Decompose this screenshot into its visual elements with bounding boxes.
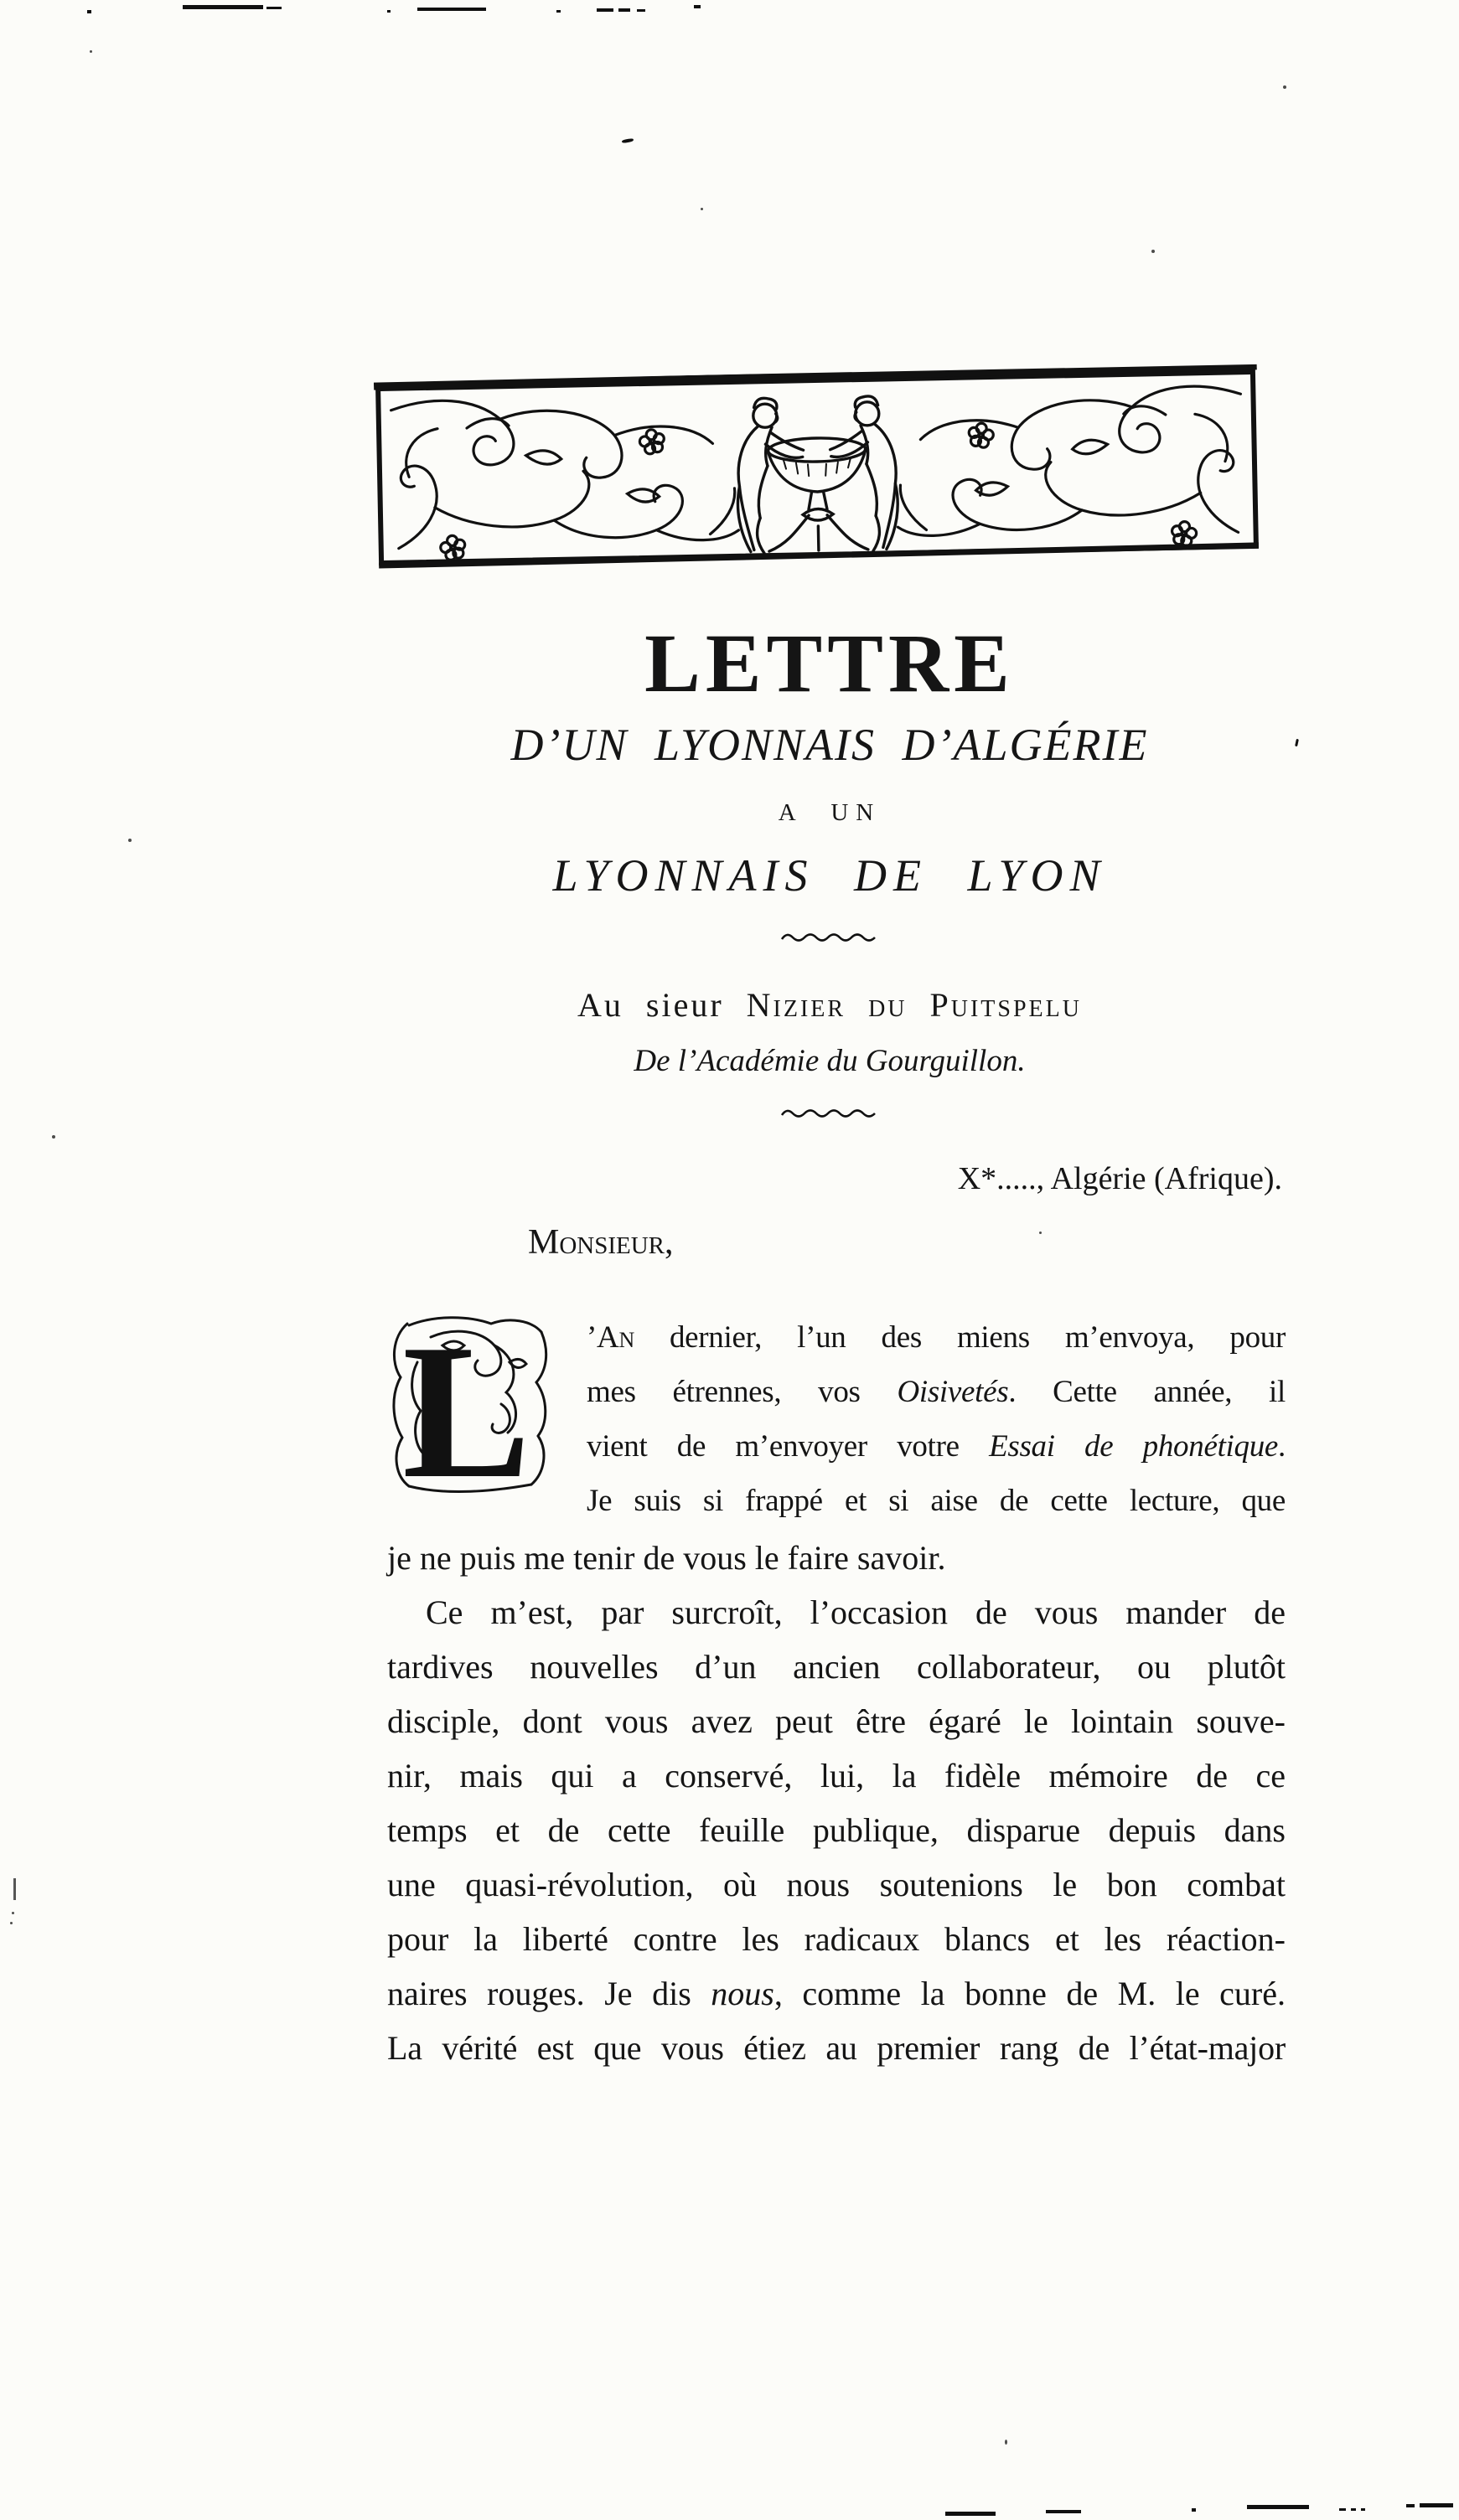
speck [12,1912,14,1914]
speck [1283,85,1286,89]
wavy-rule-icon [779,1106,880,1119]
apostrophe: ’ [587,1320,598,1355]
speck [90,50,92,53]
text-line: une quasi-révolution, où nous soutenions le bon combat [387,1866,1286,1903]
text-line [587,1376,1286,1407]
line-text: dernier, l’un des miens m’envoya, pour [634,1320,1286,1355]
text-line: nir, mais qui a conservé, lui, la fidèle mémoire de ce [387,1757,1286,1794]
scan-artifact [694,5,701,8]
subtitle-line-2: LYONNAIS DE LYON [552,850,1107,901]
scan-artifact [1046,2510,1081,2513]
speck [1039,1232,1042,1234]
speck [128,839,132,842]
speck [13,1878,16,1900]
scan-artifact [1361,2508,1365,2511]
speck [1005,2440,1007,2445]
scan-artifact [183,5,263,9]
scan-artifact [87,10,91,13]
headpiece-engraving [374,364,1260,570]
scan-artifact [945,2512,996,2516]
subtitle-connector: A UN [778,799,882,826]
scan-artifact [1339,2508,1346,2511]
headpiece-ornament-icon [374,364,1260,570]
line-text: mes étrennes, vos [587,1375,898,1409]
text-line: tardives nouvelles d’un ancien collaborateur, ou plutôt [387,1648,1286,1686]
line-text: . [1278,1429,1286,1464]
text-line: je ne puis me tenir de vous le faire savoir. [387,1539,946,1577]
drop-cap-L-icon [384,1312,548,1495]
scan-artifact [1351,2508,1356,2511]
salutation-text: Monsieur, [528,1223,674,1262]
text-line: pour la liberté contre les radicaux blancs et les réaction- [387,1920,1286,1958]
drop-cap-initial [384,1312,548,1495]
speck [10,1922,13,1924]
scan-artifact [266,7,282,9]
scan-artifact [1406,2504,1415,2507]
text-line [387,1977,1286,2011]
scan-artifact [637,9,645,12]
scan-artifact [387,10,391,13]
scan-artifact [1247,2505,1309,2509]
line-text: . Cette année, il [1008,1375,1286,1409]
italic-title-word: Essai de phonétique [989,1429,1279,1464]
speck [52,1135,55,1139]
wavy-divider [377,930,1282,948]
text-line: temps et de cette feuille publique, disparue depuis dans [387,1811,1286,1849]
italic-word: nous [711,1975,774,2012]
speck [701,208,703,210]
drop-cap-letter: L [402,1312,531,1495]
subtitle-line-1: D’UN LYONNAIS D’ALGÉRIE [510,720,1149,770]
line-text: , comme la bonne de M. le curé. [773,1975,1286,2012]
scan-artifact [556,10,561,13]
scan-artifact [1420,2503,1453,2507]
text-line [587,1431,1286,1462]
line-text: vient de m’envoyer votre [587,1429,990,1464]
letter-salutation [528,1225,674,1260]
scan-artifact [1192,2508,1196,2512]
dedication-academy: De l’Académie du Gourguillon. [634,1044,1026,1078]
text-line: Je suis si frappé et si aise de cette lecture, que [587,1484,1286,1518]
italic-title-word: Oisivetés [897,1375,1009,1409]
wavy-rule-icon [779,930,880,943]
dedication-pre: Au sieur [577,986,747,1024]
dedication-name: Nizier du Puitspelu [746,986,1082,1024]
scan-artifact [597,8,613,12]
scan-artifact [618,8,630,12]
speck [622,138,634,143]
line-text: naires rouges. Je dis [387,1975,711,2012]
text-line: Ce m’est, par surcroît, l’occasion de vous mander de [426,1593,1286,1631]
scan-artifact [417,8,486,11]
speck [1295,739,1299,746]
dedication-line [377,986,1282,1024]
wavy-divider [377,1106,1282,1123]
speck [1151,250,1155,253]
smallcaps-word: An [597,1320,634,1355]
letter-dateline: X*....., Algérie (Afrique). [957,1161,1282,1196]
page-title: LETTRE [644,617,1015,710]
text-line: La vérité est que vous étiez au premier rang de l’état-major [387,2029,1286,2067]
text-line: disciple, dont vous avez peut être égaré le lointain souve- [387,1702,1286,1740]
text-line [587,1322,1286,1353]
